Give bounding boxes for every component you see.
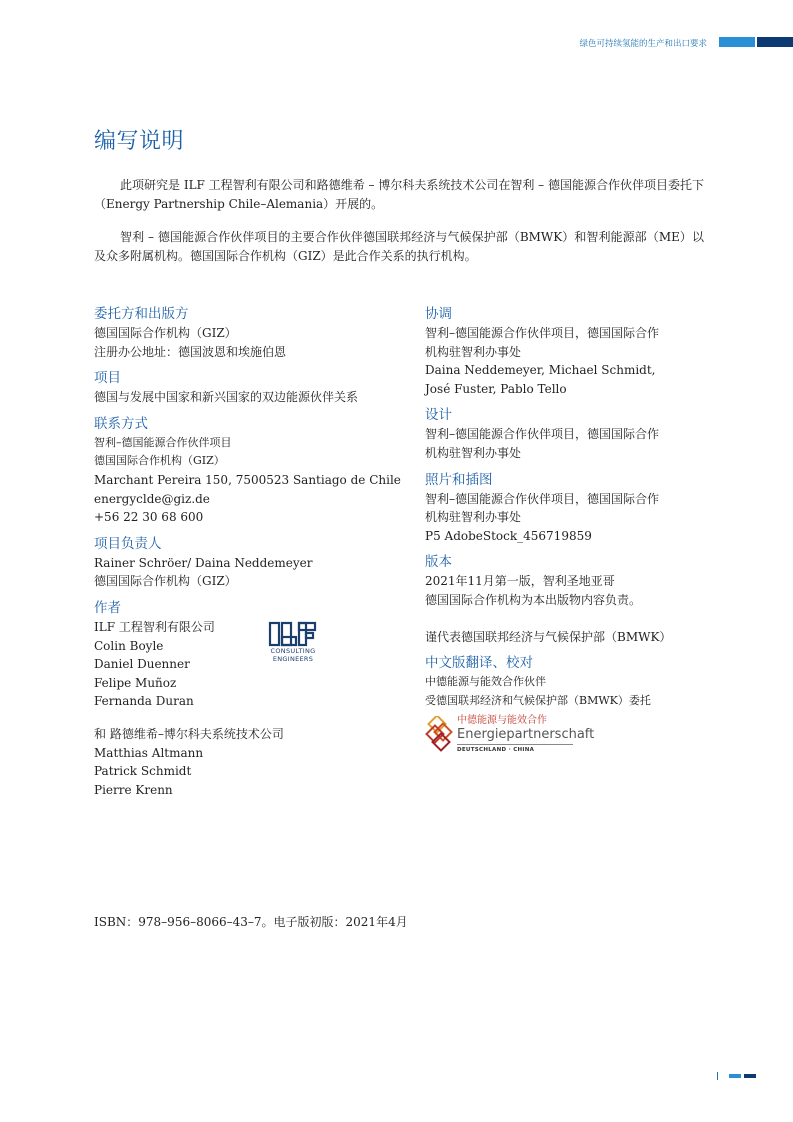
- project-line: 德国与发展中国家和新兴国家的双边能源伙伴关系: [94, 390, 359, 405]
- coordination-line: Daina Neddemeyer, Michael Schmidt,: [425, 363, 656, 378]
- project-section: [94, 369, 404, 407]
- ep-logo-rule: [457, 744, 573, 745]
- contact-address: Marchant Pereira 150, 7500523 Santiago de Chile: [94, 472, 401, 487]
- design-line: 机构驻智利办事处: [425, 445, 522, 460]
- translation-section: [425, 654, 703, 758]
- publisher-section: [94, 305, 404, 361]
- lead-heading: 项目负责人: [94, 535, 162, 552]
- isbn-line: ISBN：978–956–8066–43–7。电子版初版：2021年4月: [94, 915, 408, 929]
- energy-partnership-logo-text: [457, 714, 594, 754]
- coordination-line: 智利–德国能源合作伙伴项目，德国国际合作: [425, 326, 660, 340]
- ilf-logo: [268, 621, 318, 671]
- header-accent-bar-light: [719, 37, 755, 47]
- intro-paragraph-2: 智利 – 德国能源合作伙伴项目的主要合作伙伴德国联邦经济与气候保护部（BMWK）和智利能源部（ME）以及众多附属机构。德国国际合作机构（GIZ）是此合作关系的执行机构。: [94, 230, 704, 263]
- header-accent-bar-dark: [757, 37, 793, 47]
- photos-line: 智利–德国能源合作伙伴项目，德国国际合作: [425, 491, 660, 506]
- author-line: Colin Boyle: [94, 638, 164, 653]
- edition-line: 德国国际合作机构为本出版物内容负责。: [425, 592, 642, 607]
- energy-partnership-logo: [425, 714, 703, 758]
- publisher-heading: 委托方和出版方: [94, 306, 189, 322]
- author-line: Felipe Muñoz: [94, 675, 177, 690]
- edition-line: 2021年11月第一版，智利圣地亚哥: [425, 574, 615, 589]
- footer-separator: [717, 1072, 718, 1080]
- coordination-line: José Fuster, Pablo Tello: [425, 381, 567, 396]
- design-heading: 设计: [425, 407, 452, 424]
- author-line: 和 路德维希–博尔科夫系统技术公司: [94, 726, 284, 741]
- ep-logo-sub: DEUTSCHLAND · CHINA: [457, 747, 535, 754]
- photos-section: [425, 471, 703, 546]
- contact-heading: 联系方式: [94, 415, 148, 432]
- page-title: 编写说明: [94, 129, 185, 154]
- contact-phone: +56 22 30 68 600: [94, 510, 204, 525]
- author-line: Daniel Duenner: [94, 657, 190, 672]
- publisher-line: 德国国际合作机构（GIZ）: [94, 326, 237, 340]
- coordination-section: [425, 305, 703, 398]
- publisher-line: 注册办公地址：德国波恩和埃施伯恩: [94, 344, 287, 359]
- author-line: ILF 工程智利有限公司: [94, 619, 215, 634]
- running-header-title: 绿色可持续氢能的生产和出口要求: [579, 39, 707, 49]
- translation-line: 中德能源与能效合作伙伴: [425, 675, 546, 689]
- contact-line: 德国国际合作机构（GIZ）: [94, 454, 225, 468]
- edition-heading: 版本: [425, 554, 452, 571]
- project-heading: 项目: [94, 370, 121, 387]
- ilf-caption-2: ENGINEERS: [272, 654, 314, 663]
- coordination-line: 机构驻智利办事处: [425, 344, 522, 359]
- author-line: Pierre Krenn: [94, 782, 173, 797]
- photos-line: 机构驻智利办事处: [425, 510, 522, 525]
- right-column: [425, 305, 703, 766]
- lead-line: Rainer Schröer/ Daina Neddemeyer: [94, 555, 313, 570]
- coordination-heading: 协调: [425, 306, 452, 322]
- ilf-logo-mark: [268, 621, 318, 647]
- ep-logo-de: Energiepartnerschaft: [457, 727, 595, 743]
- authors-section: [94, 599, 404, 799]
- edition-on-behalf: 谨代表德国联邦经济与气候保护部（BMWK）: [425, 629, 672, 644]
- author-line: Fernanda Duran: [94, 694, 194, 709]
- intro-paragraph-1: 此项研究是 ILF 工程智利有限公司和路德维希 – 博尔科夫系统技术公司在智利 – 德国能源合作伙伴项目委托下（Energy Partnership Chile–Alemania）开展的。: [94, 178, 704, 211]
- energy-partnership-logo-mark: [425, 716, 455, 752]
- authors-heading: 作者: [94, 599, 121, 616]
- author-line: Patrick Schmidt: [94, 764, 192, 779]
- translation-heading: 中文版翻译、校对: [425, 655, 533, 672]
- photos-heading: 照片和插图: [425, 471, 493, 488]
- ep-logo-cn: 中德能源与能效合作: [457, 715, 547, 727]
- author-line: Matthias Altmann: [94, 745, 204, 760]
- photos-line: P5 AdobeStock_456719859: [425, 528, 592, 543]
- left-column: [94, 305, 404, 807]
- lead-section: [94, 535, 404, 591]
- design-section: [425, 406, 703, 462]
- contact-section: [94, 415, 404, 527]
- footer-accent-dark: [744, 1074, 756, 1078]
- contact-email: energyclde@giz.de: [94, 491, 210, 506]
- contact-line: 智利–德国能源合作伙伴项目: [94, 435, 232, 449]
- lead-line: 德国国际合作机构（GIZ）: [94, 574, 237, 589]
- design-line: 智利–德国能源合作伙伴项目，德国国际合作: [425, 427, 660, 442]
- ilf-caption-1: CONSULTING: [270, 646, 316, 655]
- edition-section: [425, 553, 703, 646]
- footer-accent-light: [729, 1074, 741, 1078]
- translation-line: 受德国联邦经济和气候保护部（BMWK）委托: [425, 693, 651, 707]
